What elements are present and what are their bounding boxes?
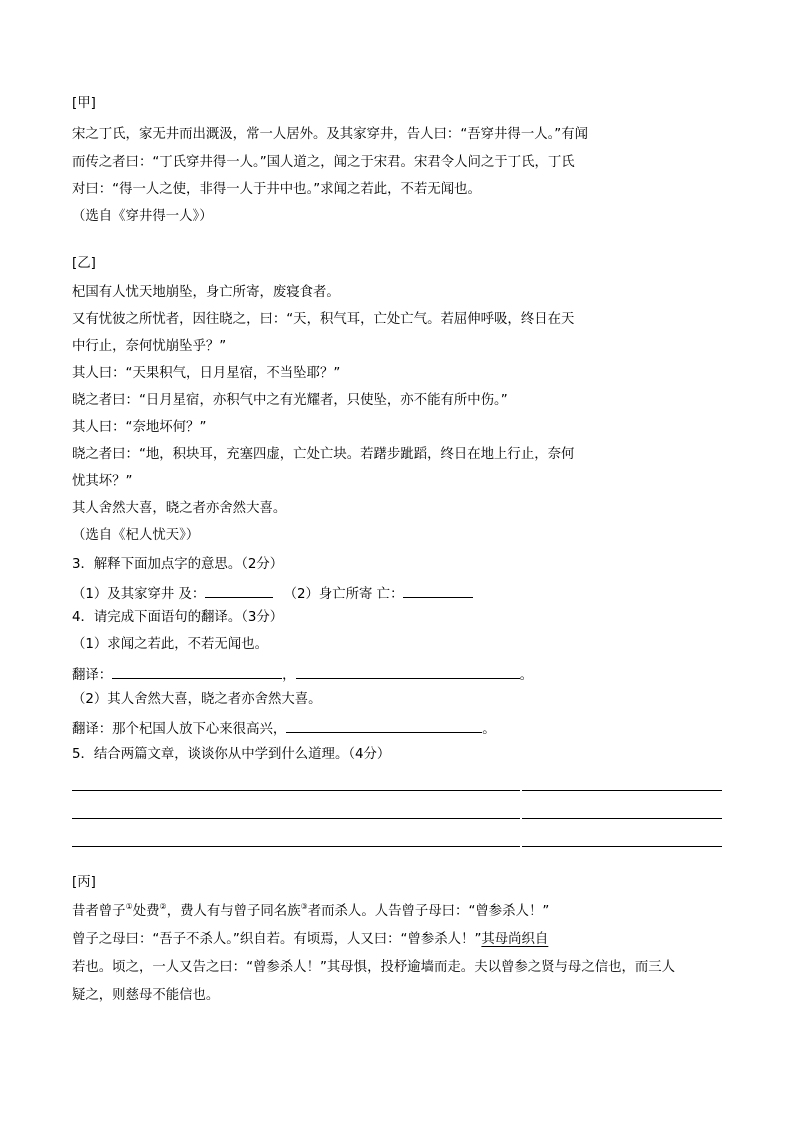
jia-line-3: 对曰：“得一人之使，非得一人于井中也。”求闻之若此，不若无闻也。 — [72, 182, 481, 197]
q4-1-blank-b[interactable] — [296, 664, 520, 679]
bing-line-3: 若也。顷之，一人又告之曰：“曾参杀人！”其母惧，投杼逾墙而走。夫以曾参之贤与母之信也，而三人 — [72, 960, 676, 975]
yi-line-9: 其人舍然大喜，晓之者亦舍然大喜。 — [72, 501, 287, 516]
q4-1-comma: ， — [282, 668, 296, 683]
q3-part1-blank[interactable] — [205, 583, 273, 598]
yi-line-6: 其人曰：“奈地坏何？” — [72, 420, 207, 435]
question-3-items — [72, 583, 473, 604]
q4-1-translation-label: 翻译： — [72, 668, 113, 683]
question-4-2: （2）其人舍然大喜，晓之者亦舍然大喜。 — [72, 692, 322, 707]
q3-part2-label: （2）身亡所寄 亡： — [283, 587, 404, 602]
bing-line-1 — [72, 903, 549, 921]
q4-2-translation-prefix: 翻译：那个杞国人放下心来很高兴， — [72, 722, 287, 737]
yi-line-3: 中行止，奈何忧崩坠乎？” — [72, 339, 227, 354]
q5-answer-line-2b[interactable] — [522, 818, 722, 819]
q4-1-period: 。 — [519, 668, 533, 683]
question-4-1-answer — [72, 664, 533, 685]
q4-2-period: 。 — [482, 722, 496, 737]
bing-text-2a: 曾子之母曰：“吾子不杀人。”织自若。有顷焉，人又曰：“曾参杀人！” — [72, 932, 482, 947]
q5-answer-line-3b[interactable] — [522, 846, 722, 847]
yi-line-7: 晓之者曰：“地，积块耳，充塞四虚，亡处亡块。若躇步跐蹈，终日在地上行止，奈何 — [72, 447, 575, 462]
q3-part2-blank[interactable] — [403, 583, 473, 598]
jia-line-2: 而传之者曰：“丁氏穿井得一人。”国人道之，闻之于宋君。宋君令人问之于丁氏，丁氏 — [72, 155, 575, 170]
q5-answer-line-1a[interactable] — [72, 790, 520, 791]
question-4-2-answer — [72, 718, 496, 739]
yi-source: （选自《杞人忧天》） — [72, 528, 200, 543]
q4-2-blank[interactable] — [286, 718, 482, 733]
q4-1-blank-a[interactable] — [112, 664, 282, 679]
bing-underlined-phrase: 其母尚织自 — [481, 932, 549, 947]
question-4: 4．请完成下面语句的翻译。（3分） — [72, 610, 284, 625]
bing-text-1c: ，费人有与曾子同名族 — [166, 904, 301, 919]
question-5: 5．结合两篇文章，谈谈你从中学到什么道理。（4分） — [72, 747, 391, 762]
section-jia-label: [甲] — [72, 96, 96, 111]
yi-line-8: 忧其坏？” — [72, 474, 133, 489]
yi-line-5: 晓之者曰：“日月星宿，亦积气中之有光耀者，只使坠，亦不能有所中伤。” — [72, 393, 508, 408]
footnote-marker-1: ① — [125, 902, 133, 911]
bing-line-2 — [72, 931, 548, 949]
question-3: 3．解释下面加点字的意思。（2分） — [72, 557, 284, 572]
footnote-marker-2: ② — [159, 902, 167, 911]
footnote-marker-3: ③ — [300, 902, 308, 911]
yi-line-2: 又有忧彼之所忧者，因往晓之，曰：“天，积气耳，亡处亡气。若屈伸呼吸，终日在天 — [72, 312, 575, 327]
q5-answer-line-2a[interactable] — [72, 818, 520, 819]
yi-line-1: 杞国有人忧天地崩坠，身亡所寄，废寝食者。 — [72, 285, 340, 300]
section-bing-label: [丙] — [72, 875, 96, 890]
section-yi-label: [乙] — [72, 256, 96, 271]
bing-line-4: 疑之，则慈母不能信也。 — [72, 988, 220, 1003]
bing-text-1d: 者而杀人。人告曾子母曰：“曾参杀人！” — [307, 904, 550, 919]
jia-line-1: 宋之丁氏，家无井而出溉汲，常一人居外。及其家穿井，告人曰：“吾穿井得一人。”有闻 — [72, 127, 589, 142]
q5-answer-line-1b[interactable] — [522, 790, 722, 791]
yi-line-4: 其人曰：“天果积气，日月星宿，不当坠耶？” — [72, 366, 341, 381]
bing-text-1a: 昔者曾子 — [72, 904, 126, 919]
q3-part1-label: （1）及其家穿井 及： — [72, 587, 206, 602]
q5-answer-line-3a[interactable] — [72, 846, 520, 847]
question-4-1: （1）求闻之若此，不若无闻也。 — [72, 637, 268, 652]
jia-source: （选自《穿井得一人》） — [72, 209, 213, 224]
bing-text-1b: 处费 — [132, 904, 160, 919]
